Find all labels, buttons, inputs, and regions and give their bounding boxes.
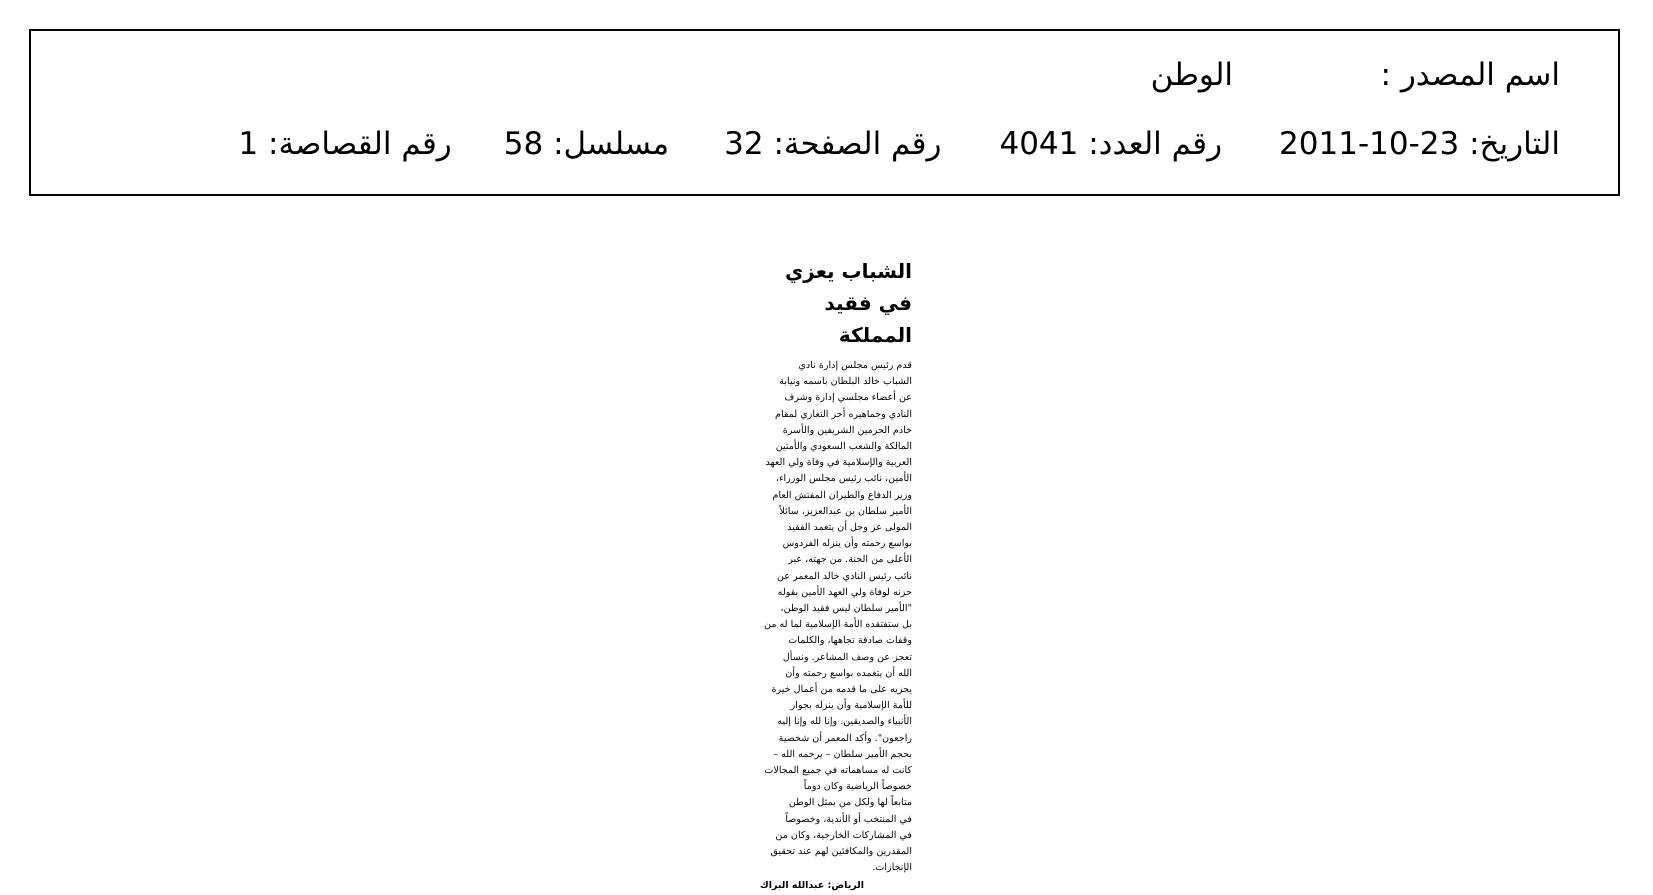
page-field xyxy=(724,124,941,164)
newspaper-clipping xyxy=(745,255,912,893)
metadata-row xyxy=(238,124,1560,164)
issue-label: رقم العدد: xyxy=(1088,126,1223,162)
source-value: الوطن xyxy=(1150,57,1233,93)
metadata-header-box xyxy=(29,29,1620,196)
article-byline: الرياض: عبدالله البراك xyxy=(760,879,864,891)
date-field xyxy=(1279,124,1560,164)
source-label: اسم المصدر : xyxy=(1380,57,1560,93)
date-value: 2011-10-23 xyxy=(1279,126,1460,162)
date-label: التاريخ: xyxy=(1469,126,1560,162)
article-body: قدم رئيس مجلس إدارة نادي الشباب خالد البلطان باسمه ونيابة عن أعضاء مجلسي إدارة وشرف النادي وجماهيره أحر التعازي لمقام خادم الحرمين الشريفين والأسرة المالكة والشعب السعودي والأمتين العربية والإسلامية في وفاة ولي العهد الأمين، نائب رئيس مجلس الوزراء، وزير الدفاع والطيران المفتش العام الأمير سلطان بن عبدالعزيز، سائلاً المولى عز وجل أن يتغمد الفقيد بواسع رحمته وأن ينزله الفردوس الأعلى من الجنة. من جهته، عبر نائب رئيس النادي خالد المعمر عن حزنه لوفاة ولي العهد الأمين بقوله "الأمير سلطان ليس فقيد الوطن، بل ستفتقده الأمة الإسلامية لما له من وقفات صادقة تجاهها، والكلمات تعجز عن وصف المشاعر. ونسأل الله أن يتغمده بواسع رحمته وأن يجزيه على ما قدمه من أعمال خيرة للأمة الإسلامية وأن ينزله بجوار الأنبياء والصديقين. وإنا لله وإنا إليه راجعون". وأكد المعمر أن شخصية بحجم الأمير سلطان – يرحمه الله – كانت له مساهماته في جميع المجالات خصوصاً الرياضية وكان دوماً متابعاً لها ولكل من يمثل الوطن في المنتخب أو الأندية، وخصوصاً في المشاركات الخارجية، وكان من المقدرين والمكافئين لهم عند تحقيق الإنجازات. xyxy=(764,360,912,874)
clip-label: رقم القصاصة: xyxy=(268,126,452,162)
clip-field xyxy=(238,124,451,164)
article-headline: الشباب يعزي في فقيد المملكة xyxy=(784,259,912,347)
serial-label: مسلسل: xyxy=(553,126,670,162)
serial-field xyxy=(504,124,669,164)
issue-field xyxy=(999,124,1222,164)
serial-value: 58 xyxy=(503,126,544,162)
page-label: رقم الصفحة: xyxy=(773,126,942,162)
page-value: 32 xyxy=(724,126,764,162)
clip-value: 1 xyxy=(238,126,259,162)
issue-value: 4041 xyxy=(999,126,1079,162)
